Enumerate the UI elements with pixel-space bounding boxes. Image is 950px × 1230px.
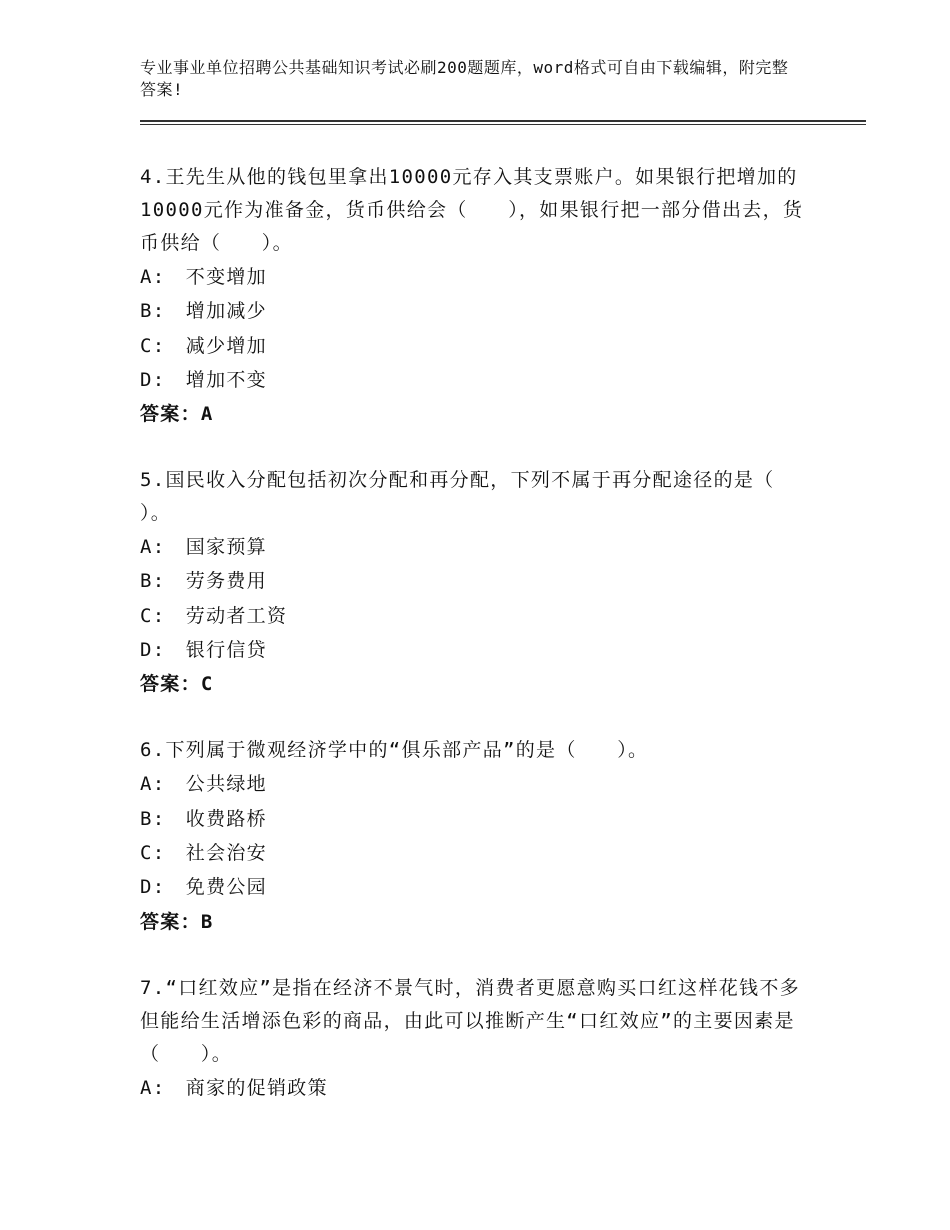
question-text: 5.国民收入分配包括初次分配和再分配，下列不属于再分配途径的是（ ）。 [140, 469, 816, 525]
question-item [140, 972, 805, 1105]
option-a: A: 公共绿地 [140, 773, 267, 796]
option-a: A: 国家预算 [140, 536, 267, 559]
option-b: B: 劳务费用 [140, 570, 267, 593]
option-c: C: 减少增加 [140, 334, 267, 357]
option-d: D: 免费公园 [140, 876, 267, 899]
question-text: 6.下列属于微观经济学中的“俱乐部产品”的是（ ）。 [140, 739, 649, 762]
option-c: C: 社会治安 [140, 841, 267, 864]
option-d: D: 银行信贷 [140, 639, 267, 662]
option-d: D: 增加不变 [140, 368, 267, 391]
question-item [140, 734, 805, 938]
answer-line: 答案：A [140, 403, 214, 426]
question-item [140, 464, 816, 701]
question-item [140, 161, 805, 431]
option-b: B: 收费路桥 [140, 807, 267, 830]
option-a: A: 不变增加 [140, 266, 267, 288]
header-divider [140, 120, 866, 122]
answer-line: 答案：B [140, 910, 214, 933]
document-header: 专业事业单位招聘公共基础知识考试必刷200题题库，word格式可自由下载编辑，附完整答案! [140, 58, 789, 99]
option-a: A: 商家的促销政策 [140, 1076, 328, 1099]
option-c: C: 劳动者工资 [140, 604, 288, 627]
question-text: 7.“口红效应”是指在经济不景气时，消费者更愿意购买口红这样花钱不多但能给生活增添色彩的商品，由此可以推断产生“口红效应”的主要因素是（ ）。 [140, 976, 800, 1065]
question-list [140, 161, 816, 1138]
question-text: 4.王先生从他的钱包里拿出10000元存入其支票账户。如果银行把增加的10000元作为准备金，货币供给会（ ），如果银行把一部分借出去，货币供给（ ）。 [140, 166, 804, 254]
header-divider-thin [140, 124, 866, 125]
answer-line: 答案：C [140, 673, 214, 696]
option-b: B: 增加减少 [140, 300, 267, 323]
